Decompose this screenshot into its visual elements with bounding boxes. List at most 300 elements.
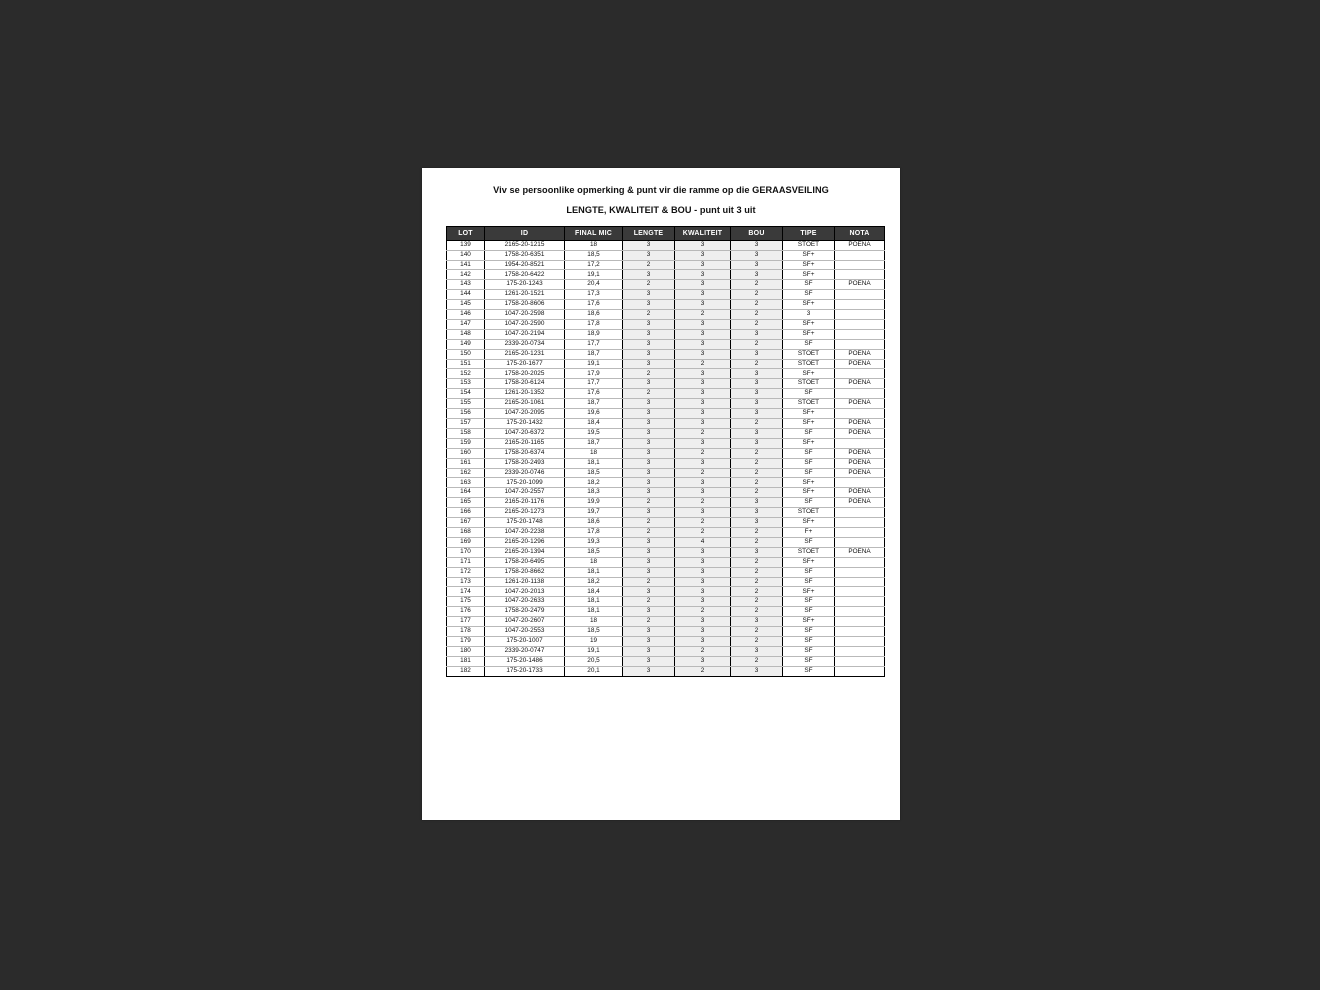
cell-kwaliteit: 3 bbox=[675, 587, 731, 597]
cell-bou: 2 bbox=[731, 339, 783, 349]
cell-lengte: 2 bbox=[623, 498, 675, 508]
cell-lot: 144 bbox=[447, 290, 485, 300]
cell-final-mic: 18,5 bbox=[565, 627, 623, 637]
cell-nota bbox=[835, 656, 885, 666]
cell-final-mic: 18,5 bbox=[565, 250, 623, 260]
cell-final-mic: 19,9 bbox=[565, 498, 623, 508]
cell-final-mic: 19 bbox=[565, 636, 623, 646]
cell-kwaliteit: 3 bbox=[675, 656, 731, 666]
cell-nota: POENA bbox=[835, 547, 885, 557]
cell-tipe: SF+ bbox=[783, 478, 835, 488]
column-header-nota: NOTA bbox=[835, 226, 885, 240]
table-row bbox=[447, 428, 885, 438]
cell-final-mic: 18,3 bbox=[565, 488, 623, 498]
cell-kwaliteit: 3 bbox=[675, 290, 731, 300]
cell-id: 1261-20-1138 bbox=[485, 577, 565, 587]
cell-final-mic: 19,6 bbox=[565, 409, 623, 419]
cell-lot: 179 bbox=[447, 636, 485, 646]
column-header-lengte: LENGTE bbox=[623, 226, 675, 240]
cell-tipe: SF+ bbox=[783, 369, 835, 379]
cell-lot: 141 bbox=[447, 260, 485, 270]
cell-final-mic: 18,2 bbox=[565, 577, 623, 587]
cell-tipe: SF bbox=[783, 428, 835, 438]
cell-lengte: 3 bbox=[623, 448, 675, 458]
cell-lengte: 3 bbox=[623, 478, 675, 488]
cell-id: 1261-20-1521 bbox=[485, 290, 565, 300]
document-title-line-2: LENGTE, KWALITEIT & BOU - punt uit 3 uit bbox=[566, 205, 756, 216]
cell-nota: POENA bbox=[835, 379, 885, 389]
cell-nota: POENA bbox=[835, 399, 885, 409]
table-row bbox=[447, 389, 885, 399]
cell-bou: 3 bbox=[731, 250, 783, 260]
document-body bbox=[422, 168, 900, 677]
cell-lengte: 3 bbox=[623, 468, 675, 478]
cell-id: 1758-20-6374 bbox=[485, 448, 565, 458]
cell-nota: POENA bbox=[835, 458, 885, 468]
cell-lengte: 3 bbox=[623, 379, 675, 389]
cell-tipe: SF bbox=[783, 458, 835, 468]
cell-lengte: 3 bbox=[623, 587, 675, 597]
cell-final-mic: 17,3 bbox=[565, 290, 623, 300]
cell-kwaliteit: 2 bbox=[675, 646, 731, 656]
table-row bbox=[447, 597, 885, 607]
table-row bbox=[447, 627, 885, 637]
cell-id: 1758-20-8606 bbox=[485, 300, 565, 310]
cell-tipe: SF+ bbox=[783, 419, 835, 429]
cell-kwaliteit: 3 bbox=[675, 280, 731, 290]
cell-nota: POENA bbox=[835, 419, 885, 429]
cell-final-mic: 19,1 bbox=[565, 646, 623, 656]
cell-final-mic: 18,4 bbox=[565, 419, 623, 429]
table-row bbox=[447, 419, 885, 429]
cell-nota: POENA bbox=[835, 349, 885, 359]
cell-final-mic: 18,7 bbox=[565, 438, 623, 448]
cell-lot: 153 bbox=[447, 379, 485, 389]
cell-nota bbox=[835, 270, 885, 280]
cell-final-mic: 18,6 bbox=[565, 310, 623, 320]
cell-kwaliteit: 2 bbox=[675, 310, 731, 320]
cell-final-mic: 17,6 bbox=[565, 389, 623, 399]
cell-final-mic: 18,1 bbox=[565, 567, 623, 577]
cell-lengte: 3 bbox=[623, 488, 675, 498]
cell-bou: 2 bbox=[731, 636, 783, 646]
table-row bbox=[447, 587, 885, 597]
cell-tipe: SF+ bbox=[783, 518, 835, 528]
cell-nota bbox=[835, 587, 885, 597]
table-row bbox=[447, 488, 885, 498]
cell-tipe: STOET bbox=[783, 349, 835, 359]
cell-final-mic: 18,1 bbox=[565, 607, 623, 617]
column-header-final-mic: FINAL MIC bbox=[565, 226, 623, 240]
cell-kwaliteit: 2 bbox=[675, 359, 731, 369]
cell-final-mic: 17,6 bbox=[565, 300, 623, 310]
table-row bbox=[447, 537, 885, 547]
cell-kwaliteit: 3 bbox=[675, 399, 731, 409]
cell-nota bbox=[835, 518, 885, 528]
cell-lengte: 2 bbox=[623, 280, 675, 290]
cell-final-mic: 19,3 bbox=[565, 537, 623, 547]
cell-bou: 2 bbox=[731, 597, 783, 607]
cell-lot: 164 bbox=[447, 488, 485, 498]
cell-id: 2339-20-0734 bbox=[485, 339, 565, 349]
cell-lot: 166 bbox=[447, 508, 485, 518]
cell-lot: 159 bbox=[447, 438, 485, 448]
cell-final-mic: 18,5 bbox=[565, 468, 623, 478]
cell-id: 1047-20-2557 bbox=[485, 488, 565, 498]
cell-id: 175-20-1007 bbox=[485, 636, 565, 646]
cell-id: 175-20-1486 bbox=[485, 656, 565, 666]
cell-bou: 2 bbox=[731, 527, 783, 537]
table-body bbox=[447, 240, 885, 676]
cell-bou: 2 bbox=[731, 627, 783, 637]
cell-lot: 169 bbox=[447, 537, 485, 547]
cell-kwaliteit: 3 bbox=[675, 389, 731, 399]
cell-tipe: SF bbox=[783, 290, 835, 300]
cell-kwaliteit: 3 bbox=[675, 250, 731, 260]
cell-nota bbox=[835, 438, 885, 448]
cell-id: 175-20-1748 bbox=[485, 518, 565, 528]
cell-bou: 3 bbox=[731, 270, 783, 280]
cell-id: 1047-20-2553 bbox=[485, 627, 565, 637]
cell-id: 1047-20-2238 bbox=[485, 527, 565, 537]
table-row bbox=[447, 498, 885, 508]
cell-final-mic: 18,7 bbox=[565, 349, 623, 359]
cell-lot: 148 bbox=[447, 329, 485, 339]
cell-tipe: SF bbox=[783, 656, 835, 666]
cell-final-mic: 19,1 bbox=[565, 359, 623, 369]
cell-lengte: 3 bbox=[623, 438, 675, 448]
cell-final-mic: 18,7 bbox=[565, 399, 623, 409]
cell-id: 1758-20-6495 bbox=[485, 557, 565, 567]
cell-final-mic: 18 bbox=[565, 557, 623, 567]
cell-nota bbox=[835, 597, 885, 607]
cell-lot: 149 bbox=[447, 339, 485, 349]
cell-nota bbox=[835, 260, 885, 270]
cell-kwaliteit: 3 bbox=[675, 409, 731, 419]
cell-lot: 168 bbox=[447, 527, 485, 537]
cell-id: 1758-20-6124 bbox=[485, 379, 565, 389]
cell-lengte: 3 bbox=[623, 508, 675, 518]
cell-id: 1758-20-2493 bbox=[485, 458, 565, 468]
cell-nota bbox=[835, 607, 885, 617]
cell-kwaliteit: 3 bbox=[675, 567, 731, 577]
cell-kwaliteit: 2 bbox=[675, 428, 731, 438]
cell-bou: 3 bbox=[731, 399, 783, 409]
table-row bbox=[447, 329, 885, 339]
cell-lot: 145 bbox=[447, 300, 485, 310]
cell-kwaliteit: 3 bbox=[675, 577, 731, 587]
cell-id: 1047-20-2013 bbox=[485, 587, 565, 597]
cell-final-mic: 19,1 bbox=[565, 270, 623, 280]
cell-bou: 3 bbox=[731, 617, 783, 627]
cell-tipe: 3 bbox=[783, 310, 835, 320]
table-row bbox=[447, 300, 885, 310]
cell-id: 1047-20-2598 bbox=[485, 310, 565, 320]
cell-nota bbox=[835, 577, 885, 587]
cell-tipe: SF+ bbox=[783, 409, 835, 419]
cell-kwaliteit: 2 bbox=[675, 607, 731, 617]
cell-bou: 2 bbox=[731, 290, 783, 300]
cell-tipe: SF bbox=[783, 448, 835, 458]
cell-lengte: 3 bbox=[623, 250, 675, 260]
cell-bou: 3 bbox=[731, 646, 783, 656]
cell-nota bbox=[835, 319, 885, 329]
table-row bbox=[447, 310, 885, 320]
table-row bbox=[447, 518, 885, 528]
cell-tipe: SF bbox=[783, 389, 835, 399]
cell-kwaliteit: 3 bbox=[675, 260, 731, 270]
cell-id: 1261-20-1352 bbox=[485, 389, 565, 399]
cell-bou: 3 bbox=[731, 240, 783, 250]
cell-nota bbox=[835, 310, 885, 320]
cell-lot: 151 bbox=[447, 359, 485, 369]
cell-tipe: STOET bbox=[783, 240, 835, 250]
cell-kwaliteit: 3 bbox=[675, 597, 731, 607]
cell-kwaliteit: 3 bbox=[675, 617, 731, 627]
cell-kwaliteit: 3 bbox=[675, 349, 731, 359]
table-row bbox=[447, 270, 885, 280]
cell-bou: 2 bbox=[731, 607, 783, 617]
cell-id: 2339-20-0747 bbox=[485, 646, 565, 656]
cell-lengte: 3 bbox=[623, 359, 675, 369]
table-row bbox=[447, 260, 885, 270]
table-row bbox=[447, 448, 885, 458]
cell-lot: 143 bbox=[447, 280, 485, 290]
cell-bou: 2 bbox=[731, 468, 783, 478]
cell-tipe: SF+ bbox=[783, 329, 835, 339]
cell-lengte: 2 bbox=[623, 260, 675, 270]
table-row bbox=[447, 567, 885, 577]
cell-final-mic: 18 bbox=[565, 240, 623, 250]
column-header-kwaliteit: KWALITEIT bbox=[675, 226, 731, 240]
cell-lengte: 3 bbox=[623, 409, 675, 419]
cell-lot: 146 bbox=[447, 310, 485, 320]
cell-id: 2339-20-0746 bbox=[485, 468, 565, 478]
cell-tipe: SF+ bbox=[783, 488, 835, 498]
cell-nota bbox=[835, 557, 885, 567]
cell-id: 175-20-1243 bbox=[485, 280, 565, 290]
cell-bou: 2 bbox=[731, 537, 783, 547]
cell-bou: 3 bbox=[731, 409, 783, 419]
cell-tipe: SF+ bbox=[783, 438, 835, 448]
cell-id: 175-20-1677 bbox=[485, 359, 565, 369]
cell-lot: 147 bbox=[447, 319, 485, 329]
cell-lot: 177 bbox=[447, 617, 485, 627]
cell-kwaliteit: 3 bbox=[675, 478, 731, 488]
cell-lengte: 3 bbox=[623, 240, 675, 250]
cell-nota bbox=[835, 250, 885, 260]
cell-lot: 157 bbox=[447, 419, 485, 429]
cell-lot: 162 bbox=[447, 468, 485, 478]
table-header-row bbox=[447, 226, 885, 240]
cell-lengte: 2 bbox=[623, 617, 675, 627]
column-header-id: ID bbox=[485, 226, 565, 240]
cell-kwaliteit: 3 bbox=[675, 240, 731, 250]
cell-bou: 2 bbox=[731, 557, 783, 567]
table-row bbox=[447, 646, 885, 656]
cell-lot: 170 bbox=[447, 547, 485, 557]
cell-final-mic: 17,8 bbox=[565, 319, 623, 329]
cell-nota bbox=[835, 627, 885, 637]
cell-kwaliteit: 3 bbox=[675, 488, 731, 498]
cell-final-mic: 18,2 bbox=[565, 478, 623, 488]
table-row bbox=[447, 636, 885, 646]
cell-kwaliteit: 2 bbox=[675, 666, 731, 676]
cell-kwaliteit: 4 bbox=[675, 537, 731, 547]
cell-id: 2165-20-1231 bbox=[485, 349, 565, 359]
cell-kwaliteit: 3 bbox=[675, 419, 731, 429]
cell-lot: 142 bbox=[447, 270, 485, 280]
cell-final-mic: 18 bbox=[565, 617, 623, 627]
cell-lengte: 3 bbox=[623, 319, 675, 329]
document-title-line-1: Viv se persoonlike opmerking & punt vir die ramme op die GERAASVEILING bbox=[493, 185, 829, 195]
cell-lot: 180 bbox=[447, 646, 485, 656]
table-row bbox=[447, 379, 885, 389]
table-row bbox=[447, 656, 885, 666]
cell-tipe: SF bbox=[783, 577, 835, 587]
cell-final-mic: 17,7 bbox=[565, 339, 623, 349]
cell-id: 2165-20-1394 bbox=[485, 547, 565, 557]
cell-lengte: 2 bbox=[623, 389, 675, 399]
cell-tipe: SF bbox=[783, 646, 835, 656]
cell-bou: 3 bbox=[731, 369, 783, 379]
cell-tipe: SF bbox=[783, 597, 835, 607]
cell-lengte: 2 bbox=[623, 527, 675, 537]
cell-nota bbox=[835, 300, 885, 310]
cell-bou: 3 bbox=[731, 547, 783, 557]
cell-tipe: SF bbox=[783, 498, 835, 508]
cell-lot: 154 bbox=[447, 389, 485, 399]
cell-lot: 174 bbox=[447, 587, 485, 597]
cell-bou: 2 bbox=[731, 300, 783, 310]
cell-id: 175-20-1432 bbox=[485, 419, 565, 429]
cell-kwaliteit: 2 bbox=[675, 448, 731, 458]
cell-lengte: 3 bbox=[623, 349, 675, 359]
cell-lot: 155 bbox=[447, 399, 485, 409]
cell-tipe: STOET bbox=[783, 508, 835, 518]
table-row bbox=[447, 339, 885, 349]
cell-tipe: SF bbox=[783, 666, 835, 676]
cell-bou: 2 bbox=[731, 319, 783, 329]
cell-lot: 172 bbox=[447, 567, 485, 577]
cell-id: 2165-20-1215 bbox=[485, 240, 565, 250]
cell-bou: 3 bbox=[731, 329, 783, 339]
cell-id: 2165-20-1296 bbox=[485, 537, 565, 547]
cell-lengte: 3 bbox=[623, 428, 675, 438]
cell-tipe: SF+ bbox=[783, 300, 835, 310]
cell-lot: 158 bbox=[447, 428, 485, 438]
cell-nota: POENA bbox=[835, 280, 885, 290]
cell-tipe: SF bbox=[783, 468, 835, 478]
cell-id: 1047-20-2633 bbox=[485, 597, 565, 607]
table-row bbox=[447, 369, 885, 379]
cell-nota bbox=[835, 290, 885, 300]
cell-tipe: STOET bbox=[783, 547, 835, 557]
cell-lot: 156 bbox=[447, 409, 485, 419]
cell-tipe: SF bbox=[783, 339, 835, 349]
cell-tipe: SF+ bbox=[783, 260, 835, 270]
cell-id: 1047-20-2194 bbox=[485, 329, 565, 339]
cell-bou: 3 bbox=[731, 428, 783, 438]
cell-id: 1758-20-8662 bbox=[485, 567, 565, 577]
cell-tipe: SF bbox=[783, 537, 835, 547]
cell-lot: 152 bbox=[447, 369, 485, 379]
cell-nota: POENA bbox=[835, 240, 885, 250]
cell-nota: POENA bbox=[835, 488, 885, 498]
cell-lengte: 3 bbox=[623, 339, 675, 349]
cell-final-mic: 18,6 bbox=[565, 518, 623, 528]
cell-nota bbox=[835, 527, 885, 537]
cell-nota bbox=[835, 646, 885, 656]
document-page bbox=[422, 168, 900, 820]
cell-bou: 2 bbox=[731, 478, 783, 488]
cell-bou: 3 bbox=[731, 260, 783, 270]
cell-lot: 139 bbox=[447, 240, 485, 250]
table-row bbox=[447, 349, 885, 359]
cell-final-mic: 18,1 bbox=[565, 597, 623, 607]
cell-lot: 167 bbox=[447, 518, 485, 528]
cell-bou: 3 bbox=[731, 518, 783, 528]
table-row bbox=[447, 458, 885, 468]
cell-tipe: SF bbox=[783, 567, 835, 577]
cell-id: 175-20-1733 bbox=[485, 666, 565, 676]
cell-final-mic: 18,4 bbox=[565, 587, 623, 597]
cell-kwaliteit: 3 bbox=[675, 458, 731, 468]
cell-tipe: F+ bbox=[783, 527, 835, 537]
cell-lengte: 3 bbox=[623, 458, 675, 468]
cell-lot: 163 bbox=[447, 478, 485, 488]
cell-lot: 175 bbox=[447, 597, 485, 607]
table-row bbox=[447, 359, 885, 369]
cell-id: 2165-20-1165 bbox=[485, 438, 565, 448]
cell-final-mic: 17,9 bbox=[565, 369, 623, 379]
table-row bbox=[447, 250, 885, 260]
cell-final-mic: 17,8 bbox=[565, 527, 623, 537]
cell-tipe: STOET bbox=[783, 379, 835, 389]
cell-bou: 2 bbox=[731, 359, 783, 369]
cell-bou: 2 bbox=[731, 280, 783, 290]
cell-kwaliteit: 3 bbox=[675, 636, 731, 646]
cell-kwaliteit: 3 bbox=[675, 557, 731, 567]
cell-nota bbox=[835, 478, 885, 488]
cell-lot: 178 bbox=[447, 627, 485, 637]
cell-final-mic: 17,2 bbox=[565, 260, 623, 270]
cell-id: 1954-20-8521 bbox=[485, 260, 565, 270]
cell-nota bbox=[835, 508, 885, 518]
cell-lengte: 2 bbox=[623, 369, 675, 379]
cell-tipe: STOET bbox=[783, 359, 835, 369]
cell-lengte: 3 bbox=[623, 557, 675, 567]
cell-id: 1758-20-6422 bbox=[485, 270, 565, 280]
cell-tipe: SF+ bbox=[783, 617, 835, 627]
cell-nota bbox=[835, 409, 885, 419]
cell-id: 2165-20-1273 bbox=[485, 508, 565, 518]
cell-id: 1047-20-2095 bbox=[485, 409, 565, 419]
cell-lot: 181 bbox=[447, 656, 485, 666]
cell-bou: 3 bbox=[731, 389, 783, 399]
cell-nota bbox=[835, 389, 885, 399]
cell-lot: 160 bbox=[447, 448, 485, 458]
cell-bou: 2 bbox=[731, 656, 783, 666]
cell-lot: 140 bbox=[447, 250, 485, 260]
cell-nota bbox=[835, 666, 885, 676]
cell-lengte: 3 bbox=[623, 419, 675, 429]
cell-lengte: 3 bbox=[623, 399, 675, 409]
cell-final-mic: 19,5 bbox=[565, 428, 623, 438]
cell-bou: 2 bbox=[731, 310, 783, 320]
cell-bou: 2 bbox=[731, 419, 783, 429]
table-row bbox=[447, 399, 885, 409]
